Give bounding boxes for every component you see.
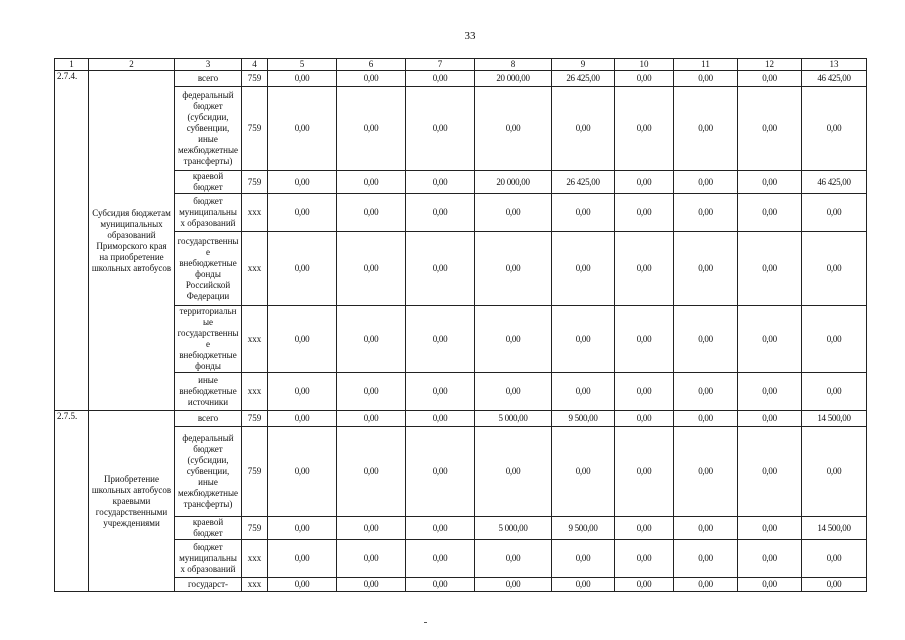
column-header: 3: [175, 59, 242, 71]
amount-cell: 14 500,00: [802, 411, 867, 427]
amount-cell: 0,00: [615, 373, 674, 411]
funding-source: федеральный бюджет (субсидии, субвенции, иные межбюджетные трансферты): [175, 87, 242, 171]
amount-cell: 0,00: [268, 306, 337, 373]
amount-cell: 0,00: [337, 71, 406, 87]
amount-cell: 0,00: [475, 194, 552, 232]
funding-source: территориальные государственные внебюджетные фонды: [175, 306, 242, 373]
budget-code: 759: [242, 171, 268, 194]
section-name: Субсидия бюджетам муниципальных образований Приморского края на приобретение школьных автобусов: [89, 71, 175, 411]
table-row: [55, 517, 867, 540]
budget-code: 759: [242, 411, 268, 427]
section-code: 2.7.4.: [55, 71, 89, 411]
budget-code: ххх: [242, 306, 268, 373]
column-header: 13: [802, 59, 867, 71]
column-header: 11: [674, 59, 738, 71]
amount-cell: 0,00: [268, 87, 337, 171]
amount-cell: 0,00: [738, 427, 802, 517]
amount-cell: 0,00: [406, 411, 475, 427]
amount-cell: 5 000,00: [475, 411, 552, 427]
amount-cell: 0,00: [268, 411, 337, 427]
table-row: [55, 411, 867, 427]
amount-cell: 0,00: [802, 87, 867, 171]
amount-cell: 0,00: [674, 232, 738, 306]
amount-cell: 0,00: [738, 171, 802, 194]
amount-cell: 0,00: [674, 87, 738, 171]
amount-cell: 0,00: [268, 427, 337, 517]
amount-cell: 0,00: [674, 517, 738, 540]
table-row: [55, 71, 867, 87]
amount-cell: 0,00: [337, 194, 406, 232]
amount-cell: 0,00: [337, 411, 406, 427]
amount-cell: 0,00: [552, 540, 615, 578]
amount-cell: 0,00: [615, 411, 674, 427]
amount-cell: 5 000,00: [475, 517, 552, 540]
amount-cell: 0,00: [337, 171, 406, 194]
amount-cell: 0,00: [337, 578, 406, 592]
funding-source: федеральный бюджет (субсидии, субвенции, иные межбюджетные трансферты): [175, 427, 242, 517]
table-row: [55, 232, 867, 306]
funding-source: государственные внебюджетные фонды Российской Федерации: [175, 232, 242, 306]
amount-cell: 14 500,00: [802, 517, 867, 540]
section-code: 2.7.5.: [55, 411, 89, 592]
column-header: 2: [89, 59, 175, 71]
funding-source: бюджет муниципальных образований: [175, 194, 242, 232]
amount-cell: 0,00: [738, 411, 802, 427]
header-row: [55, 59, 867, 71]
amount-cell: 0,00: [738, 232, 802, 306]
amount-cell: 0,00: [802, 232, 867, 306]
column-header: 1: [55, 59, 89, 71]
section-name: Приобретение школьных автобусов краевыми государственными учреждениями: [89, 411, 175, 592]
amount-cell: 0,00: [738, 306, 802, 373]
amount-cell: 0,00: [802, 540, 867, 578]
budget-code: ххх: [242, 578, 268, 592]
amount-cell: 0,00: [674, 306, 738, 373]
amount-cell: 0,00: [615, 578, 674, 592]
amount-cell: 0,00: [615, 517, 674, 540]
amount-cell: 0,00: [615, 194, 674, 232]
amount-cell: 0,00: [337, 517, 406, 540]
table-row: [55, 427, 867, 517]
amount-cell: 0,00: [674, 411, 738, 427]
table-row: [55, 171, 867, 194]
amount-cell: 0,00: [674, 71, 738, 87]
amount-cell: 0,00: [738, 373, 802, 411]
amount-cell: 46 425,00: [802, 71, 867, 87]
amount-cell: 0,00: [268, 373, 337, 411]
budget-code: ххх: [242, 373, 268, 411]
table-row: [55, 306, 867, 373]
funding-source: всего: [175, 71, 242, 87]
funding-source: бюджет муниципальных образований: [175, 540, 242, 578]
amount-cell: 0,00: [406, 427, 475, 517]
amount-cell: 0,00: [738, 578, 802, 592]
table-row: [55, 194, 867, 232]
amount-cell: 0,00: [552, 373, 615, 411]
funding-source: всего: [175, 411, 242, 427]
amount-cell: 0,00: [406, 517, 475, 540]
funding-source: краевой бюджет: [175, 171, 242, 194]
page-number: 33: [464, 30, 476, 42]
amount-cell: 0,00: [802, 578, 867, 592]
amount-cell: 0,00: [406, 71, 475, 87]
amount-cell: 0,00: [337, 540, 406, 578]
amount-cell: 0,00: [406, 540, 475, 578]
amount-cell: 0,00: [738, 87, 802, 171]
amount-cell: 0,00: [552, 306, 615, 373]
amount-cell: 0,00: [674, 540, 738, 578]
amount-cell: 0,00: [337, 306, 406, 373]
budget-code: 759: [242, 71, 268, 87]
table-row: [55, 578, 867, 592]
amount-cell: 0,00: [802, 427, 867, 517]
amount-cell: 0,00: [552, 194, 615, 232]
amount-cell: 0,00: [738, 540, 802, 578]
amount-cell: 0,00: [475, 87, 552, 171]
funding-source: иные внебюджетные источники: [175, 373, 242, 411]
amount-cell: 0,00: [552, 427, 615, 517]
amount-cell: 0,00: [552, 232, 615, 306]
amount-cell: 0,00: [406, 232, 475, 306]
amount-cell: 0,00: [552, 87, 615, 171]
amount-cell: 0,00: [475, 578, 552, 592]
amount-cell: 0,00: [674, 427, 738, 517]
amount-cell: 20 000,00: [475, 71, 552, 87]
amount-cell: 0,00: [738, 194, 802, 232]
amount-cell: 0,00: [475, 540, 552, 578]
amount-cell: 0,00: [475, 232, 552, 306]
table-row: [55, 540, 867, 578]
amount-cell: 0,00: [268, 71, 337, 87]
column-header: 4: [242, 59, 268, 71]
budget-code: ххх: [242, 194, 268, 232]
amount-cell: 0,00: [802, 194, 867, 232]
column-header: 6: [337, 59, 406, 71]
amount-cell: 0,00: [615, 171, 674, 194]
amount-cell: 0,00: [615, 427, 674, 517]
column-header: 9: [552, 59, 615, 71]
amount-cell: 0,00: [406, 306, 475, 373]
budget-code: ххх: [242, 540, 268, 578]
amount-cell: 0,00: [552, 578, 615, 592]
column-header: 10: [615, 59, 674, 71]
amount-cell: 26 425,00: [552, 71, 615, 87]
amount-cell: 0,00: [406, 171, 475, 194]
budget-table: [54, 58, 867, 592]
amount-cell: 0,00: [475, 427, 552, 517]
amount-cell: 9 500,00: [552, 517, 615, 540]
amount-cell: 0,00: [674, 578, 738, 592]
amount-cell: 0,00: [268, 540, 337, 578]
amount-cell: 0,00: [406, 194, 475, 232]
amount-cell: 0,00: [615, 540, 674, 578]
column-header: 7: [406, 59, 475, 71]
amount-cell: 26 425,00: [552, 171, 615, 194]
amount-cell: 0,00: [475, 306, 552, 373]
column-header: 12: [738, 59, 802, 71]
budget-code: 759: [242, 517, 268, 540]
amount-cell: 0,00: [268, 171, 337, 194]
amount-cell: 0,00: [337, 87, 406, 171]
amount-cell: 0,00: [615, 306, 674, 373]
amount-cell: 46 425,00: [802, 171, 867, 194]
amount-cell: 0,00: [615, 87, 674, 171]
amount-cell: 0,00: [268, 578, 337, 592]
column-header: 5: [268, 59, 337, 71]
amount-cell: 0,00: [738, 517, 802, 540]
funding-source: краевой бюджет: [175, 517, 242, 540]
amount-cell: 0,00: [674, 171, 738, 194]
amount-cell: 0,00: [615, 71, 674, 87]
table-row: [55, 87, 867, 171]
amount-cell: 0,00: [674, 194, 738, 232]
column-header: 8: [475, 59, 552, 71]
amount-cell: 0,00: [406, 578, 475, 592]
amount-cell: 0,00: [268, 232, 337, 306]
amount-cell: 0,00: [337, 373, 406, 411]
amount-cell: 20 000,00: [475, 171, 552, 194]
budget-code: ххх: [242, 232, 268, 306]
amount-cell: 0,00: [802, 306, 867, 373]
amount-cell: 0,00: [738, 71, 802, 87]
budget-code: 759: [242, 427, 268, 517]
page-mark: [424, 622, 427, 623]
amount-cell: 9 500,00: [552, 411, 615, 427]
amount-cell: 0,00: [268, 517, 337, 540]
amount-cell: 0,00: [337, 232, 406, 306]
budget-code: 759: [242, 87, 268, 171]
amount-cell: 0,00: [406, 87, 475, 171]
funding-source: государст-: [175, 578, 242, 592]
amount-cell: 0,00: [802, 373, 867, 411]
amount-cell: 0,00: [615, 232, 674, 306]
amount-cell: 0,00: [268, 194, 337, 232]
amount-cell: 0,00: [406, 373, 475, 411]
amount-cell: 0,00: [674, 373, 738, 411]
amount-cell: 0,00: [475, 373, 552, 411]
amount-cell: 0,00: [337, 427, 406, 517]
table-row: [55, 373, 867, 411]
